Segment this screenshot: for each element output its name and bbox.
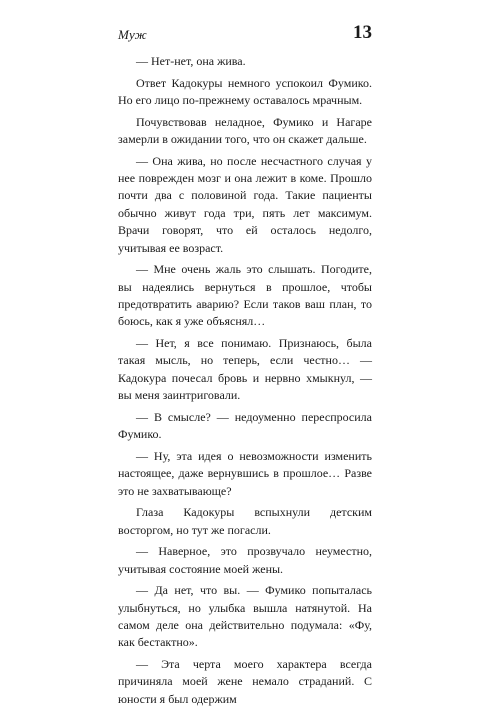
paragraph: — Наверное, это прозвучало неуместно, учитывая состояние моей жены.	[118, 544, 372, 576]
paragraph: — Ну, эта идея о невозможности изменить настоящее, даже вернувшись в прошлое… Разве это не захватывающе?	[118, 448, 372, 498]
paragraph: — Мне очень жаль это слышать. Погодите, вы надеялись вернуться в прошлое, чтобы предотвратить аварию? Если таков ваш план, то боюсь, как я уже объяснял…	[118, 262, 372, 329]
paragraph: Ответ Кадокуры немного успокоил Фумико. Но его лицо по-прежнему оставалось мрачным.	[118, 75, 372, 107]
paragraph: Глаза Кадокуры вспыхнули детским восторгом, но тут же погасли.	[118, 505, 372, 537]
paragraph: — Она жива, но после несчастного случая у нее поврежден мозг и она лежит в коме. Прошло почти два с половиной года. Такие пациенты обычно живут года три, пять лет максимум. Врачи говорят, что ей осталось недолго, учитывая ее возраст.	[118, 153, 372, 255]
body-text	[118, 53, 372, 708]
paragraph: — Да нет, что вы. — Фумико попыталась улыбнуться, но улыбка вышла натянутой. На самом деле она действительно подумала: «Фу, как бестактно».	[118, 583, 372, 650]
paragraph: Почувствовав неладное, Фумико и Нагаре замерли в ожидании того, что он скажет дальше.	[118, 114, 372, 146]
page-number: 13	[353, 22, 372, 43]
paragraph: — Нет-нет, она жива.	[136, 54, 246, 68]
page-header	[118, 19, 372, 47]
paragraph: — В смысле? — недоуменно переспросила Фумико.	[118, 409, 372, 442]
running-head: Муж	[118, 27, 147, 42]
paragraph: — Нет, я все понимаю. Признаюсь, была такая мысль, но теперь, если честно… — Кадокура почесал бровь и нервно хмыкнул, — вы меня заинтриговали.	[118, 336, 372, 403]
paragraph: — Эта черта моего характера всегда причиняла моей жене немало страданий. С юности я был одержим	[118, 657, 372, 706]
